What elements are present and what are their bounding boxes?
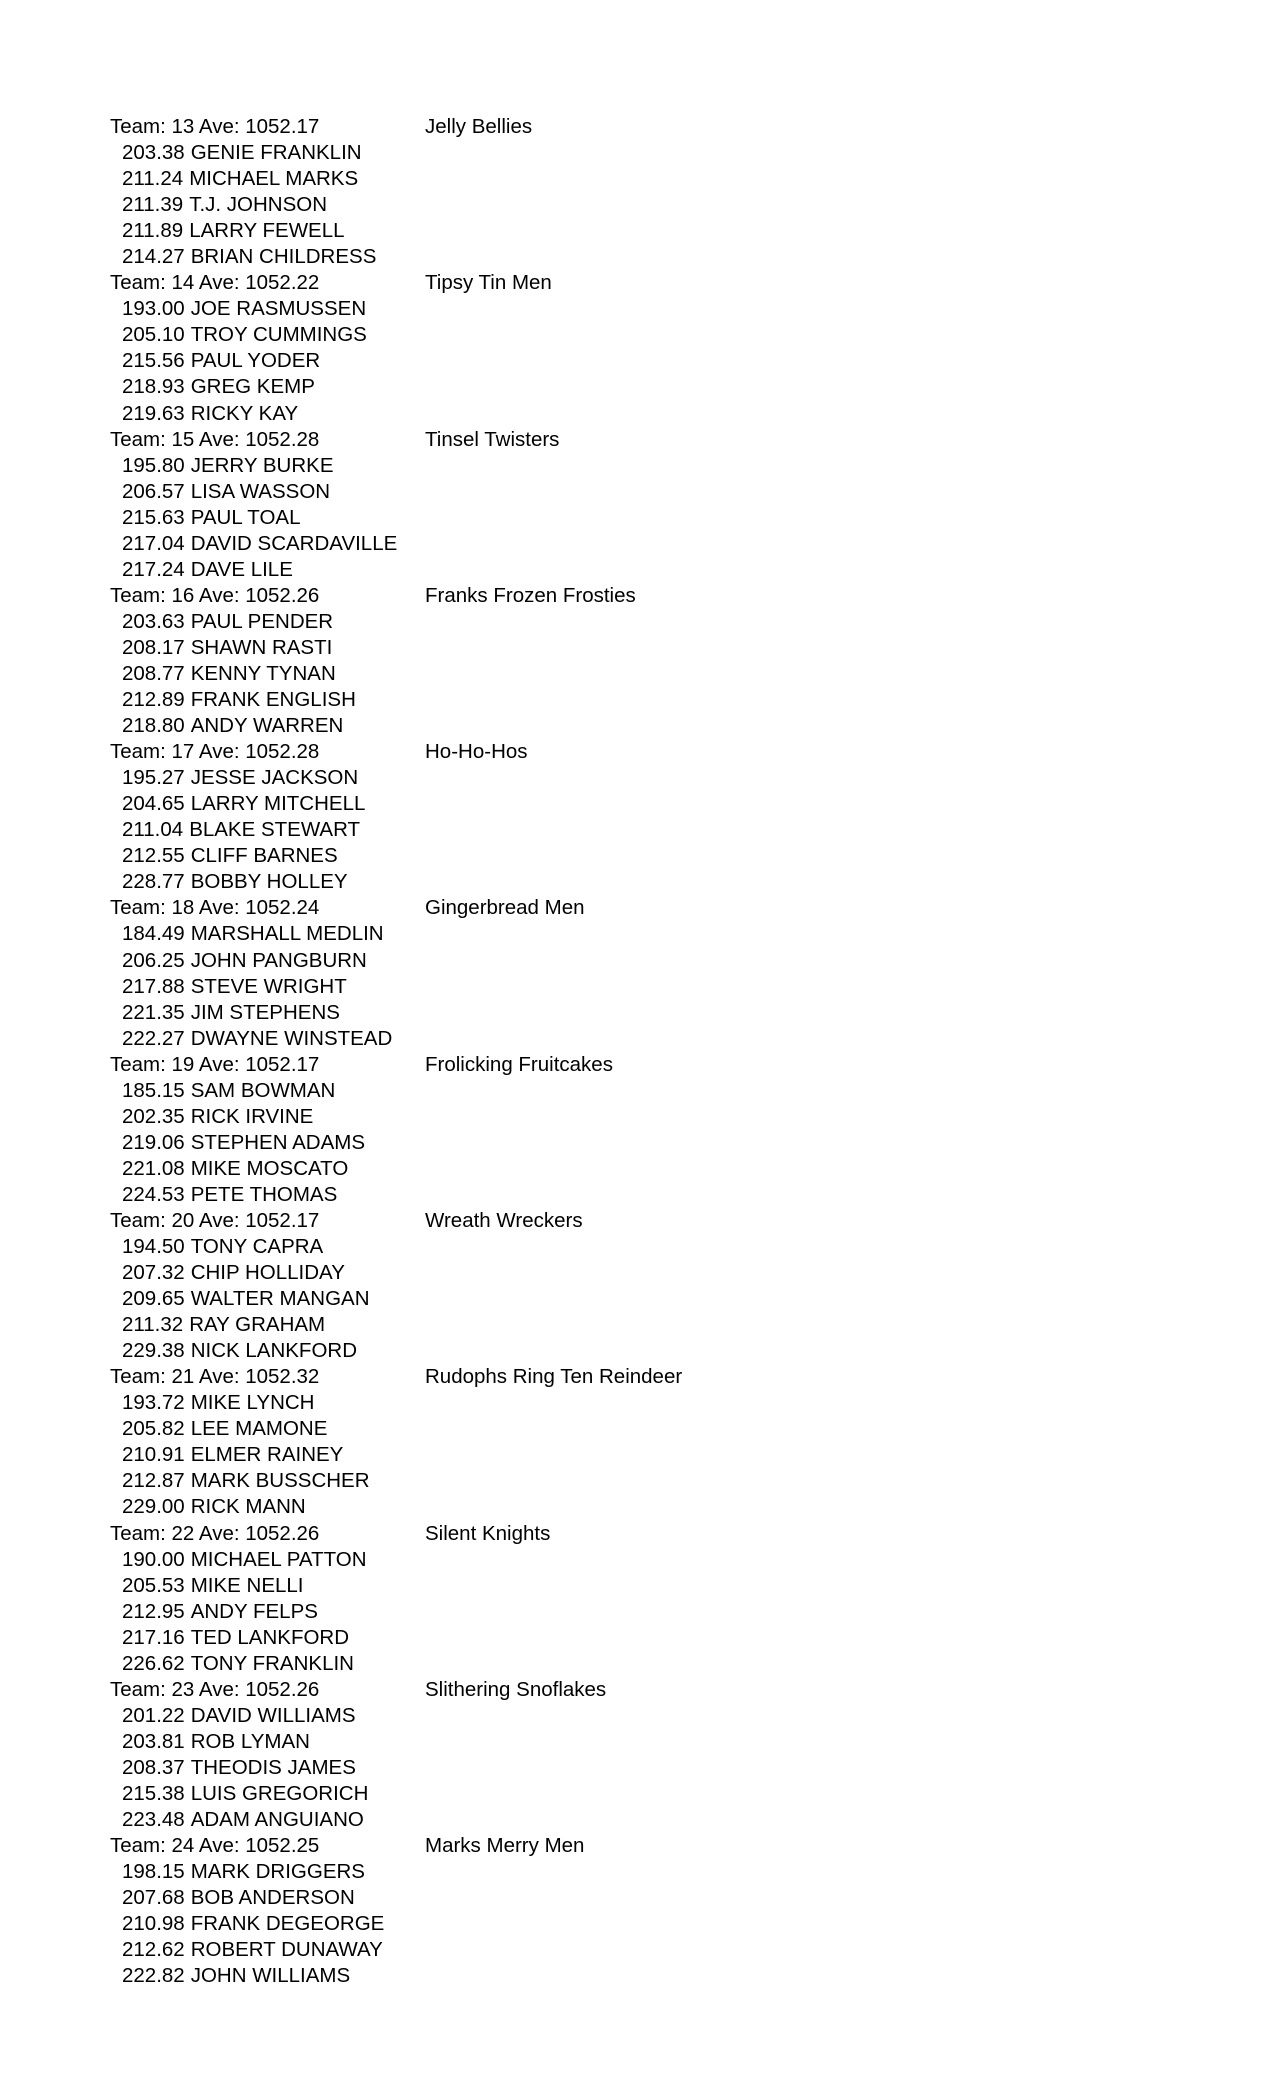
member-row [110, 1859, 1010, 1885]
member-row [110, 1885, 1010, 1911]
member-row [110, 817, 1010, 843]
member-name: JOHN WILLIAMS [190, 1964, 351, 1988]
member-average: 229.00 [122, 1495, 185, 1519]
member-average: 193.72 [122, 1391, 185, 1415]
member-average: 222.27 [122, 1026, 185, 1050]
member-average: 205.82 [122, 1417, 185, 1441]
member-name: PAUL YODER [190, 349, 321, 373]
member-average: 208.77 [122, 661, 185, 685]
member-row [110, 635, 1010, 661]
team-roster-document [110, 114, 1010, 1989]
member-row [110, 1234, 1010, 1260]
team-header [110, 270, 1010, 296]
member-average: 205.10 [122, 323, 185, 347]
member-name: BOBBY HOLLEY [190, 870, 348, 894]
member-name: STEVE WRIGHT [190, 974, 347, 998]
member-name: CLIFF BARNES [190, 844, 338, 868]
member-average: 228.77 [122, 870, 185, 894]
member-name: ADAM ANGUIANO [190, 1808, 364, 1832]
team-header [110, 1833, 1010, 1859]
member-average: 184.49 [122, 922, 185, 946]
member-row [110, 322, 1010, 348]
member-row [110, 1182, 1010, 1208]
member-row [110, 765, 1010, 791]
member-name: DWAYNE WINSTEAD [190, 1026, 393, 1050]
team-header [110, 1208, 1010, 1234]
member-average: 211.39 [122, 193, 184, 217]
team-number-average: Team: 19 Ave: 1052.17 [110, 1052, 320, 1076]
member-name: RICK MANN [190, 1495, 306, 1519]
member-row [110, 557, 1010, 583]
member-row [110, 1963, 1010, 1989]
team-name: Slithering Snoflakes [425, 1677, 607, 1701]
member-row [110, 1807, 1010, 1833]
member-row [110, 1781, 1010, 1807]
team-number-average: Team: 23 Ave: 1052.26 [110, 1677, 320, 1701]
member-name: ANDY WARREN [190, 714, 344, 738]
member-average: 203.38 [122, 141, 185, 165]
member-average: 217.16 [122, 1625, 185, 1649]
member-name: GENIE FRANKLIN [190, 141, 362, 165]
member-row [110, 1442, 1010, 1468]
member-row [110, 1729, 1010, 1755]
member-name: JESSE JACKSON [190, 766, 359, 790]
member-average: 190.00 [122, 1547, 185, 1571]
member-average: 195.27 [122, 766, 185, 790]
member-name: LARRY MITCHELL [190, 792, 366, 816]
team-name: Tipsy Tin Men [425, 271, 552, 295]
member-row [110, 479, 1010, 505]
member-average: 201.22 [122, 1703, 185, 1727]
member-name: FRANK DEGEORGE [190, 1912, 385, 1936]
member-name: PETE THOMAS [190, 1182, 338, 1206]
team-block [110, 1677, 1010, 1833]
member-average: 198.15 [122, 1860, 185, 1884]
member-row [110, 374, 1010, 400]
member-name: T.J. JOHNSON [189, 193, 328, 217]
member-name: MICHAEL MARKS [189, 167, 359, 191]
member-average: 221.35 [122, 1000, 185, 1024]
member-row [110, 609, 1010, 635]
team-block [110, 583, 1010, 739]
member-row [110, 1651, 1010, 1677]
member-row [110, 1130, 1010, 1156]
team-name: Wreath Wreckers [425, 1208, 583, 1232]
member-name: SAM BOWMAN [190, 1078, 336, 1102]
member-row [110, 1468, 1010, 1494]
member-average: 210.98 [122, 1912, 185, 1936]
member-name: MARK DRIGGERS [190, 1860, 365, 1884]
member-average: 206.25 [122, 948, 185, 972]
team-block [110, 1833, 1010, 1989]
member-name: KENNY TYNAN [190, 661, 336, 685]
team-name: Franks Frozen Frosties [425, 583, 636, 607]
member-name: LUIS GREGORICH [190, 1782, 369, 1805]
member-row [110, 505, 1010, 531]
team-header [110, 1052, 1010, 1078]
team-number-average: Team: 21 Ave: 1052.32 [110, 1365, 320, 1389]
member-average: 205.53 [122, 1573, 185, 1597]
member-name: MICHAEL PATTON [190, 1547, 367, 1571]
member-average: 219.63 [122, 401, 185, 425]
member-average: 185.15 [122, 1078, 185, 1102]
team-number-average: Team: 17 Ave: 1052.28 [110, 740, 320, 764]
member-name: MIKE LYNCH [190, 1391, 315, 1415]
team-name: Gingerbread Men [425, 896, 585, 920]
member-row [110, 1312, 1010, 1338]
member-average: 215.63 [122, 505, 185, 529]
member-name: SHAWN RASTI [190, 635, 333, 659]
team-block [110, 895, 1010, 1051]
member-name: DAVID WILLIAMS [190, 1703, 356, 1727]
member-name: JIM STEPHENS [190, 1000, 340, 1024]
member-name: ELMER RAINEY [190, 1443, 344, 1467]
team-number-average: Team: 16 Ave: 1052.26 [110, 583, 320, 607]
team-block [110, 1521, 1010, 1677]
team-block [110, 1364, 1010, 1520]
member-row [110, 296, 1010, 322]
team-number-average: Team: 22 Ave: 1052.26 [110, 1521, 320, 1545]
member-row [110, 244, 1010, 270]
member-row [110, 1573, 1010, 1599]
member-name: PAUL PENDER [190, 609, 334, 633]
member-row [110, 1625, 1010, 1651]
member-row [110, 1078, 1010, 1104]
team-name: Frolicking Fruitcakes [425, 1052, 613, 1076]
member-row [110, 661, 1010, 687]
team-header [110, 895, 1010, 921]
team-name: Ho-Ho-Hos [425, 740, 528, 764]
team-number-average: Team: 13 Ave: 1052.17 [110, 115, 320, 138]
member-average: 206.57 [122, 479, 185, 503]
member-name: WALTER MANGAN [190, 1287, 370, 1311]
member-average: 212.62 [122, 1938, 185, 1962]
member-name: BLAKE STEWART [189, 818, 361, 842]
member-name: CHIP HOLLIDAY [190, 1261, 345, 1285]
member-average: 218.80 [122, 714, 185, 738]
member-name: PAUL TOAL [190, 505, 301, 529]
member-row [110, 531, 1010, 557]
member-name: THEODIS JAMES [190, 1755, 356, 1779]
member-average: 222.82 [122, 1964, 185, 1988]
team-header [110, 427, 1010, 453]
member-row [110, 166, 1010, 192]
member-row [110, 948, 1010, 974]
team-header [110, 583, 1010, 609]
member-row [110, 921, 1010, 947]
team-block [110, 739, 1010, 895]
member-average: 203.81 [122, 1729, 185, 1753]
member-average: 210.91 [122, 1443, 185, 1467]
member-row [110, 1937, 1010, 1963]
member-name: DAVID SCARDAVILLE [190, 531, 398, 555]
member-name: TONY FRANKLIN [190, 1651, 354, 1675]
member-average: 212.55 [122, 844, 185, 868]
team-header [110, 1677, 1010, 1703]
member-row [110, 869, 1010, 895]
member-row [110, 843, 1010, 869]
member-average: 219.06 [122, 1130, 185, 1154]
member-average: 211.04 [122, 818, 184, 842]
member-row [110, 1494, 1010, 1520]
member-row [110, 1286, 1010, 1312]
member-average: 218.93 [122, 375, 185, 399]
team-name: Marks Merry Men [425, 1834, 585, 1858]
team-block [110, 427, 1010, 583]
team-header [110, 114, 1010, 140]
member-average: 226.62 [122, 1651, 185, 1675]
team-header [110, 739, 1010, 765]
member-average: 214.27 [122, 245, 185, 269]
member-row [110, 1390, 1010, 1416]
member-name: STEPHEN ADAMS [190, 1130, 365, 1154]
team-header [110, 1364, 1010, 1390]
member-name: TONY CAPRA [190, 1235, 324, 1259]
member-average: 211.89 [122, 219, 184, 243]
member-name: TROY CUMMINGS [190, 323, 367, 347]
member-name: MARK BUSSCHER [190, 1469, 370, 1493]
member-average: 209.65 [122, 1287, 185, 1311]
team-number-average: Team: 24 Ave: 1052.25 [110, 1834, 320, 1858]
member-average: 208.17 [122, 635, 185, 659]
member-average: 223.48 [122, 1808, 185, 1832]
member-average: 229.38 [122, 1339, 185, 1363]
member-name: JOHN PANGBURN [190, 948, 367, 972]
member-name: RICKY KAY [190, 401, 299, 425]
member-name: TED LANKFORD [190, 1625, 350, 1649]
member-average: 215.38 [122, 1782, 185, 1805]
member-name: JOE RASMUSSEN [190, 297, 367, 321]
member-row [110, 1026, 1010, 1052]
member-average: 202.35 [122, 1104, 185, 1128]
member-row [110, 1416, 1010, 1442]
member-average: 193.00 [122, 297, 185, 321]
team-name: Tinsel Twisters [425, 427, 560, 451]
member-average: 211.24 [122, 167, 184, 191]
member-name: DAVE LILE [190, 557, 293, 581]
team-header [110, 1521, 1010, 1547]
member-average: 207.32 [122, 1261, 185, 1285]
member-average: 217.88 [122, 974, 185, 998]
member-row [110, 140, 1010, 166]
team-block [110, 1208, 1010, 1364]
member-row [110, 1000, 1010, 1026]
member-name: LEE MAMONE [190, 1417, 328, 1441]
member-name: ROB LYMAN [190, 1729, 310, 1753]
member-average: 215.56 [122, 349, 185, 373]
member-average: 221.08 [122, 1156, 185, 1180]
member-row [110, 192, 1010, 218]
member-row [110, 1599, 1010, 1625]
member-average: 217.04 [122, 531, 185, 555]
member-name: NICK LANKFORD [190, 1339, 358, 1363]
member-average: 195.80 [122, 453, 185, 477]
member-name: RICK IRVINE [190, 1104, 314, 1128]
member-average: 224.53 [122, 1182, 185, 1206]
team-block [110, 270, 1010, 426]
member-row [110, 1547, 1010, 1573]
member-average: 217.24 [122, 557, 185, 581]
member-row [110, 453, 1010, 479]
member-name: MARSHALL MEDLIN [190, 922, 384, 946]
member-row [110, 218, 1010, 244]
member-row [110, 401, 1010, 427]
member-row [110, 1338, 1010, 1364]
member-row [110, 687, 1010, 713]
member-row [110, 1156, 1010, 1182]
member-name: GREG KEMP [190, 375, 315, 399]
member-row [110, 1260, 1010, 1286]
team-number-average: Team: 20 Ave: 1052.17 [110, 1208, 320, 1232]
member-average: 212.87 [122, 1469, 185, 1493]
team-block [110, 1052, 1010, 1208]
team-number-average: Team: 15 Ave: 1052.28 [110, 427, 320, 451]
member-average: 207.68 [122, 1886, 185, 1910]
team-name: Jelly Bellies [425, 115, 533, 138]
member-name: MIKE MOSCATO [190, 1156, 349, 1180]
team-name: Silent Knights [425, 1521, 551, 1545]
member-name: LISA WASSON [190, 479, 331, 503]
member-average: 204.65 [122, 792, 185, 816]
member-average: 194.50 [122, 1235, 185, 1259]
member-name: LARRY FEWELL [189, 219, 345, 243]
member-name: MIKE NELLI [190, 1573, 304, 1597]
team-block [110, 114, 1010, 270]
member-row [110, 974, 1010, 1000]
member-name: JERRY BURKE [190, 453, 334, 477]
member-row [110, 713, 1010, 739]
member-name: ANDY FELPS [190, 1599, 318, 1623]
member-average: 208.37 [122, 1755, 185, 1779]
member-row [110, 1911, 1010, 1937]
member-average: 212.95 [122, 1599, 185, 1623]
member-row [110, 348, 1010, 374]
member-name: BOB ANDERSON [190, 1886, 355, 1910]
member-name: BRIAN CHILDRESS [190, 245, 377, 269]
member-average: 211.32 [122, 1313, 184, 1337]
member-average: 212.89 [122, 688, 185, 712]
member-row [110, 791, 1010, 817]
team-number-average: Team: 18 Ave: 1052.24 [110, 896, 320, 920]
team-number-average: Team: 14 Ave: 1052.22 [110, 271, 320, 295]
member-name: RAY GRAHAM [189, 1313, 326, 1337]
member-row [110, 1755, 1010, 1781]
member-average: 203.63 [122, 609, 185, 633]
member-row [110, 1703, 1010, 1729]
member-name: FRANK ENGLISH [190, 688, 356, 712]
team-name: Rudophs Ring Ten Reindeer [425, 1365, 683, 1389]
member-name: ROBERT DUNAWAY [190, 1938, 383, 1962]
member-row [110, 1104, 1010, 1130]
